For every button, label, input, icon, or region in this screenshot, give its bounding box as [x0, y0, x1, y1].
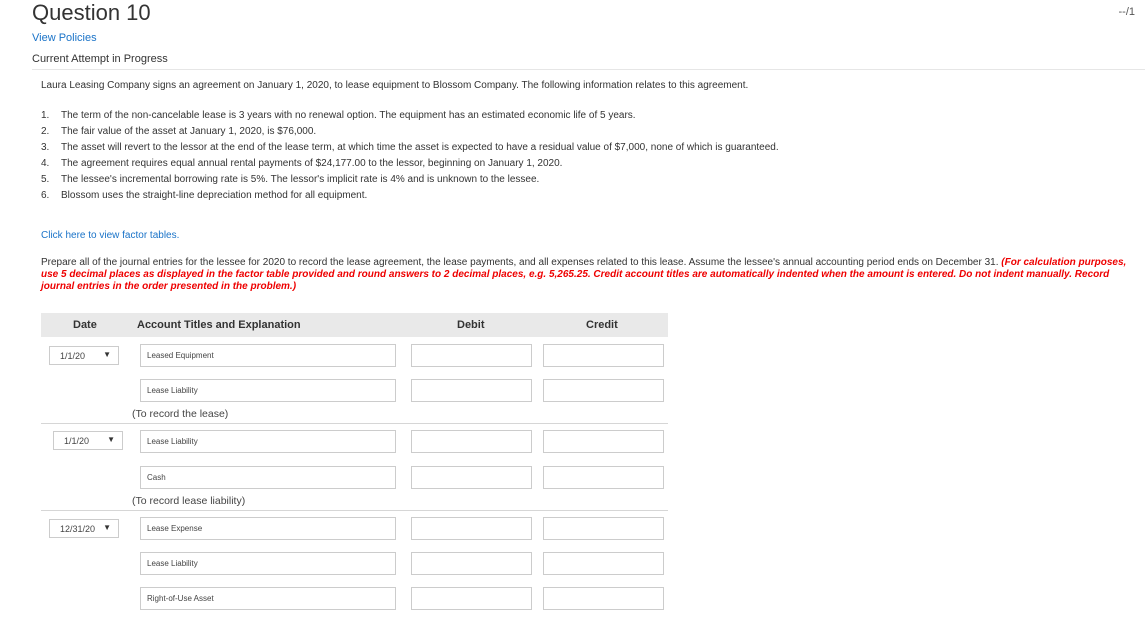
header-debit: Debit: [457, 319, 485, 331]
header-credit: Credit: [586, 319, 618, 331]
question-title: Question 10: [32, 0, 151, 25]
instructions-red-text: (For calculation purposes, use 5 decimal places as displayed in the factor table provided and round answers to 2 decimal places, e.g. 5,265.25. Credit account titles are automatically indented when the amount is entered. Do not indent manually. Record journal entries in the order presented in the problem.): [41, 257, 1127, 292]
list-item: 2. The fair value of the asset at January 1, 2020, is $76,000.: [41, 126, 317, 137]
account-input[interactable]: Cash: [140, 466, 396, 489]
instructions-text: Prepare all of the journal entries for the lessee for 2020 to record the lease agreement, the lease payments, and all expenses related to this lease. Assume the lessee's annual accounting period ends on December 31.: [41, 257, 999, 268]
debit-input[interactable]: [411, 344, 532, 367]
credit-input[interactable]: [543, 517, 664, 540]
account-input[interactable]: Lease Expense: [140, 517, 396, 540]
account-input[interactable]: Lease Liability: [140, 552, 396, 575]
debit-input[interactable]: [411, 552, 532, 575]
debit-input[interactable]: [411, 430, 532, 453]
entry-divider: [41, 423, 668, 424]
date-select[interactable]: [53, 431, 123, 450]
date-select-value: 1/1/20: [60, 351, 86, 361]
list-item: 3. The asset will revert to the lessor at the end of the lease term, at which time the asset is expected to have a residual value of $7,000, none of which is guaranteed.: [41, 142, 779, 153]
problem-intro: Laura Leasing Company signs an agreement on January 1, 2020, to lease equipment to Blossom Company. The following information relates to this agreement.: [41, 80, 749, 91]
factor-tables-link[interactable]: Click here to view factor tables.: [41, 230, 180, 241]
account-input[interactable]: Lease Liability: [140, 430, 396, 453]
view-policies-link[interactable]: View Policies: [32, 32, 97, 44]
credit-input[interactable]: [543, 430, 664, 453]
list-item: 6. Blossom uses the straight-line depreciation method for all equipment.: [41, 190, 368, 201]
debit-input[interactable]: [411, 517, 532, 540]
date-select-value: 1/1/20: [64, 436, 90, 446]
credit-input[interactable]: [543, 379, 664, 402]
header-date: Date: [73, 319, 97, 331]
account-input[interactable]: Right-of-Use Asset: [140, 587, 396, 610]
date-select-value: 12/31/20: [60, 524, 96, 534]
dropdown-arrow-icon: ▼: [103, 523, 111, 532]
attempt-status: Current Attempt in Progress: [32, 53, 168, 65]
list-item: 1. The term of the non-cancelable lease is 3 years with no renewal option. The equipment has an estimated economic life of 5 years.: [41, 110, 636, 121]
credit-input[interactable]: [543, 587, 664, 610]
credit-input[interactable]: [543, 466, 664, 489]
list-item: 5. The lessee's incremental borrowing rate is 5%. The lessor's implicit rate is 4% and is unknown to the lessee.: [41, 174, 540, 185]
instructions: [41, 257, 1131, 293]
header-account: Account Titles and Explanation: [137, 319, 301, 331]
account-input[interactable]: Leased Equipment: [140, 344, 396, 367]
credit-input[interactable]: [543, 552, 664, 575]
entry-note: (To record lease liability): [132, 495, 246, 507]
journal-table: [41, 313, 668, 603]
entry-note: (To record the lease): [132, 408, 229, 420]
score-indicator: --/1: [1118, 6, 1135, 18]
header-divider: [32, 69, 1145, 70]
debit-input[interactable]: [411, 466, 532, 489]
debit-input[interactable]: [411, 379, 532, 402]
entry-divider: [41, 510, 668, 511]
date-select[interactable]: [49, 519, 119, 538]
account-input[interactable]: Lease Liability: [140, 379, 396, 402]
list-item: 4. The agreement requires equal annual rental payments of $24,177.00 to the lessor, beginning on January 1, 2020.: [41, 158, 563, 169]
credit-input[interactable]: [543, 344, 664, 367]
journal-table-header: [41, 313, 668, 337]
date-select[interactable]: [49, 346, 119, 365]
debit-input[interactable]: [411, 587, 532, 610]
dropdown-arrow-icon: ▼: [103, 350, 111, 359]
dropdown-arrow-icon: ▼: [107, 435, 115, 444]
problem-list: [41, 108, 779, 204]
